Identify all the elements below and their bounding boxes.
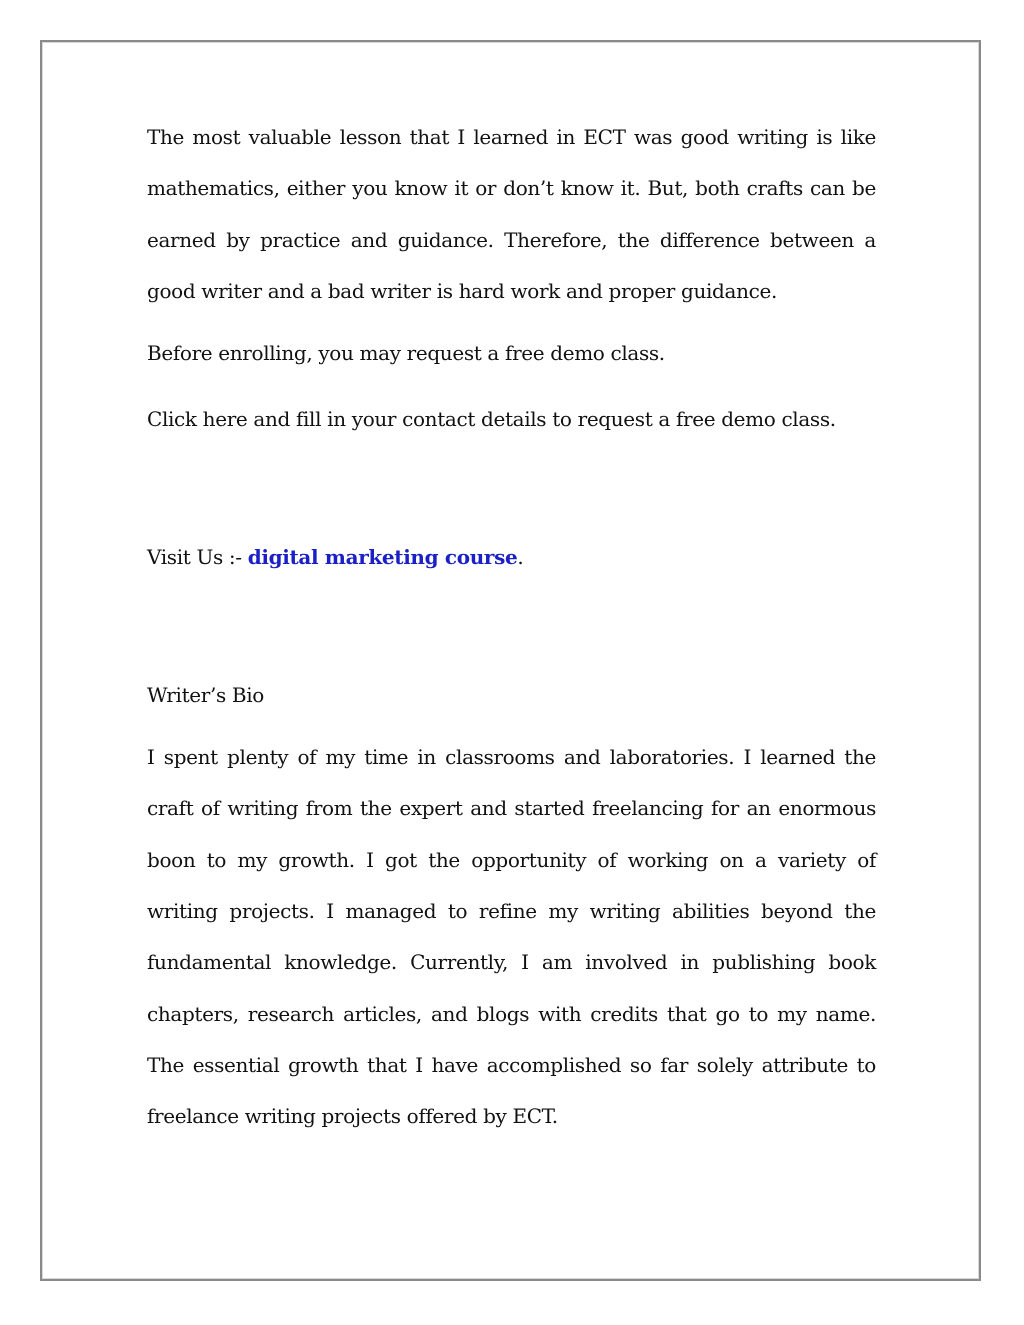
visit-us-line [147,542,876,572]
spacer [147,434,876,506]
demo-class-paragraph: Before enrolling, you may request a free demo class. [147,341,665,366]
bio-paragraph: I spent plenty of my time in classrooms and laboratories. I learned the craft of writing from the expert and started freelancing for an enormous boon to my growth. I got the opportunity of working on a variety of writing projects. I managed to refine my writing abilities beyond the fundamental knowledge. Currently, I am involved in publishing book chapters, research articles, and blogs with credits that go to my name. The essential growth that I have accomplished so far solely attribute to freelance writing projects offered by ECT. [147,745,876,1129]
spacer [147,506,876,542]
document-body [147,112,876,1143]
spacer [147,368,876,404]
lesson-paragraph: The most valuable lesson that I learned in ECT was good writing is like mathematics, either you know it or don’t know it. But, both crafts can be earned by practice and guidance. Therefore, the difference between a good writer and a bad writer is hard work and proper guidance. [147,125,876,303]
spacer [147,644,876,680]
spacer [147,317,876,338]
visit-us-label: Visit Us :- [147,545,248,570]
digital-marketing-course-link[interactable]: digital marketing course [247,545,518,570]
spacer [147,572,876,644]
visit-us-period: . [517,545,524,570]
contact-details-paragraph: Click here and fill in your contact details to request a free demo class. [147,407,836,432]
bio-heading: Writer’s Bio [147,683,264,708]
